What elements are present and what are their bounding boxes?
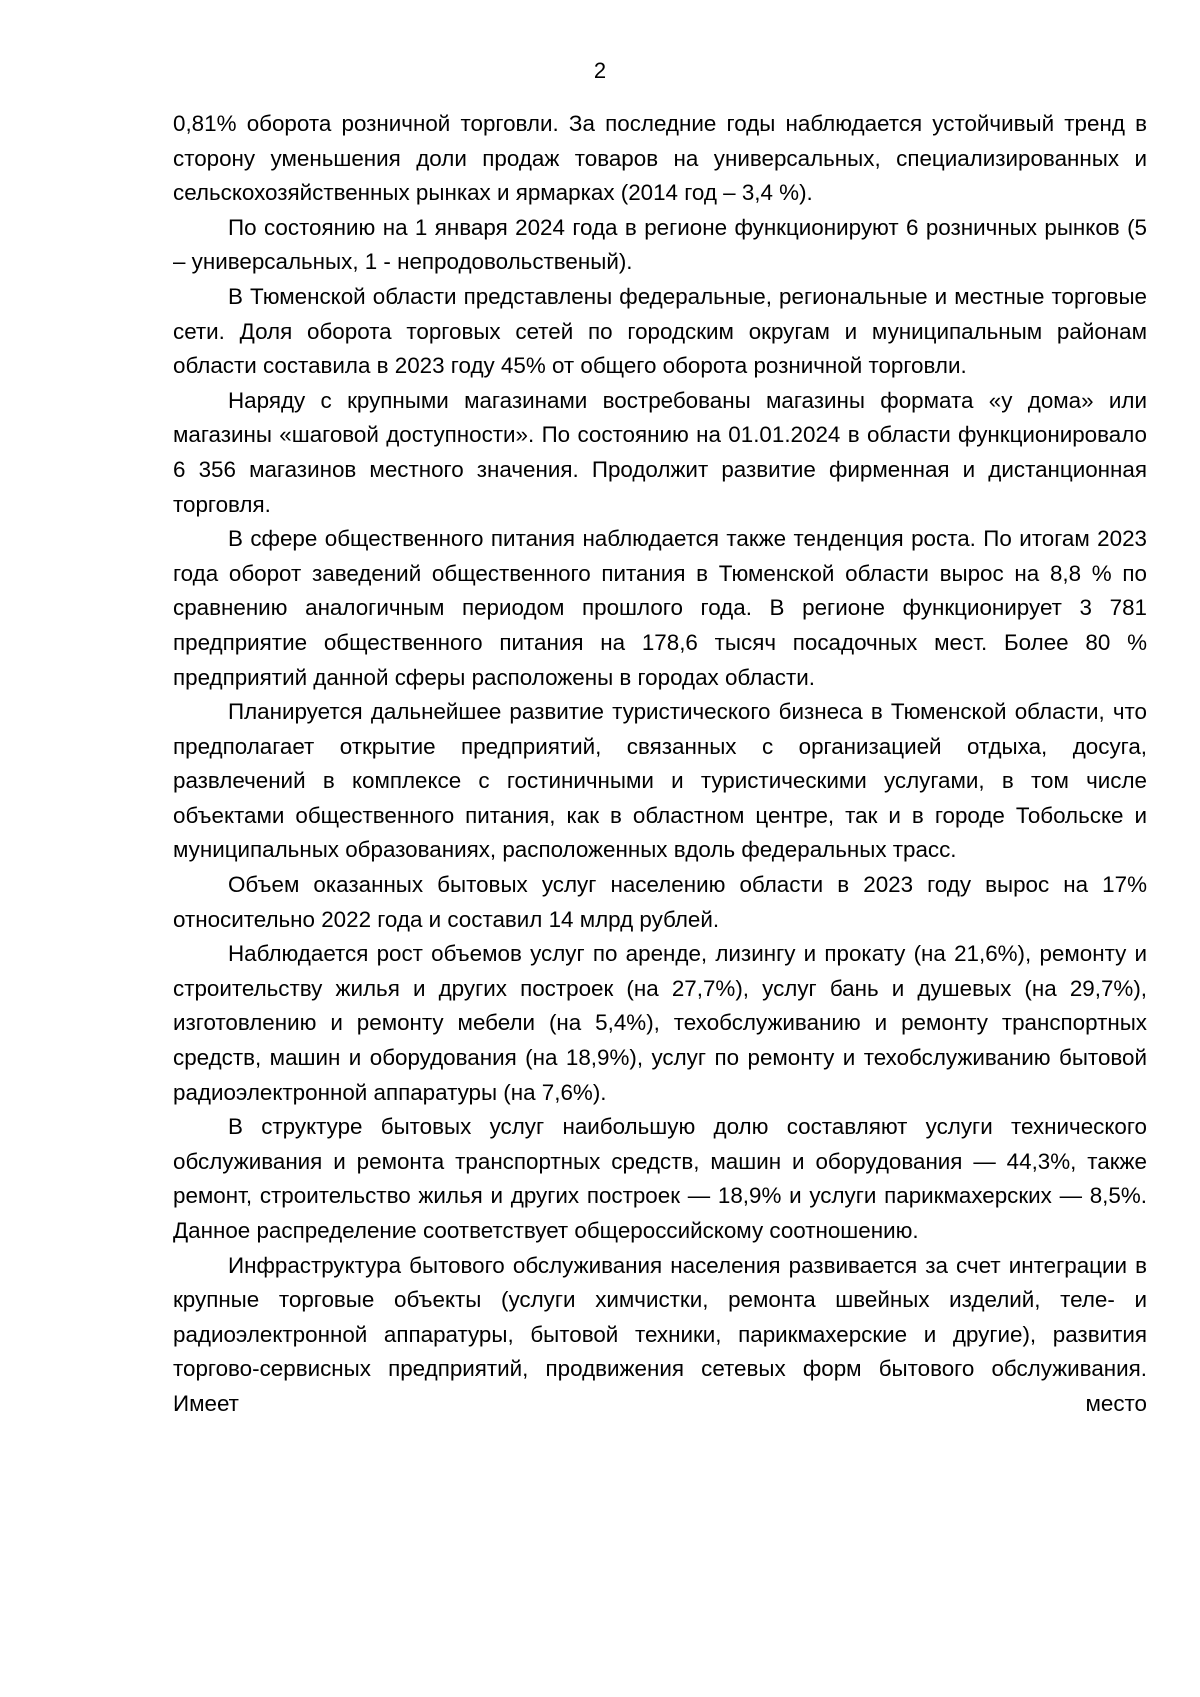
paragraph-neighborhood-stores: Наряду с крупными магазинами востребованы магазины формата «у дома» или магазины «шаговой доступности». По состоянию на 01.01.2024 в области функционировало 6 356 магазинов местного значения. Продолжит развитие фирменная и дистанционная торговля. (173, 387, 1147, 517)
document-body (173, 107, 1147, 1422)
paragraph-retail-markets-count: По состоянию на 1 января 2024 года в регионе функционируют 6 розничных рынков (5 – универсальных, 1 - непродовольственый). (173, 214, 1147, 275)
paragraph-tourism-business: Планируется дальнейшее развитие туристического бизнеса в Тюменской области, что предполагает открытие предприятий, связанных с организацией отдыха, досуга, развлечений в комплексе с гостиничными и туристическими услугами, в том числе объектами общественного питания, как в областном центре, так и в городе Тобольске и муниципальных образованиях, расположенных вдоль федеральных трасс. (173, 699, 1147, 863)
paragraph-services-infrastructure: Инфраструктура бытового обслуживания населения развивается за счет интеграции в крупные торговые объекты (услуги химчистки, ремонта швейных изделий, теле- и радиоэлектронной аппаратуры, бытовой техники, парикмахерские и другие), развития торгово-сервисных предприятий, продвижения сетевых форм бытового обслуживания. Имеет место (173, 1252, 1147, 1416)
paragraph-retail-markets-share: 0,81% оборота розничной торговли. За последние годы наблюдается устойчивый тренд в сторону уменьшения доли продаж товаров на универсальных, специализированных и сельскохозяйственных рынках и ярмарках (2014 год – 3,4 %). (173, 111, 1147, 206)
paragraph-public-catering: В сфере общественного питания наблюдается также тенденция роста. По итогам 2023 года оборот заведений общественного питания в Тюменской области вырос на 8,8 % по сравнению аналогичным периодом прошлого года. В регионе функционирует 3 781 предприятие общественного питания на 178,6 тысяч посадочных мест. Более 80 % предприятий данной сферы расположены в городах области. (173, 526, 1147, 690)
paragraph-services-structure: В структуре бытовых услуг наибольшую долю составляют услуги технического обслуживания и ремонта транспортных средств, машин и оборудования — 44,3%, также ремонт, строительство жилья и других построек — 18,9% и услуги парикмахерских — 8,5%. Данное распределение соответствует общероссийскому соотношению. (173, 1114, 1147, 1243)
page-number: 2 (593, 58, 607, 83)
paragraph-consumer-services-volume: Объем оказанных бытовых услуг населению области в 2023 году вырос на 17% относительно 2022 года и составил 14 млрд рублей. (173, 872, 1147, 932)
paragraph-trade-networks: В Тюменской области представлены федеральные, региональные и местные торговые сети. Доля оборота торговых сетей по городским округам и муниципальным районам области составила в 2023 году 45% от общего оборота розничной торговли. (173, 283, 1147, 379)
paragraph-services-growth: Наблюдается рост объемов услуг по аренде, лизингу и прокату (на 21,6%), ремонту и строительству жилья и других построек (на 27,7%), услуг бань и душевых (на 29,7%), изготовлению и ремонту мебели (на 5,4%), техобслуживанию и ремонту транспортных средств, машин и оборудования (на 18,9%), услуг по ремонту и техобслуживанию бытовой радиоэлектронной аппаратуры (на 7,6%). (173, 941, 1147, 1105)
